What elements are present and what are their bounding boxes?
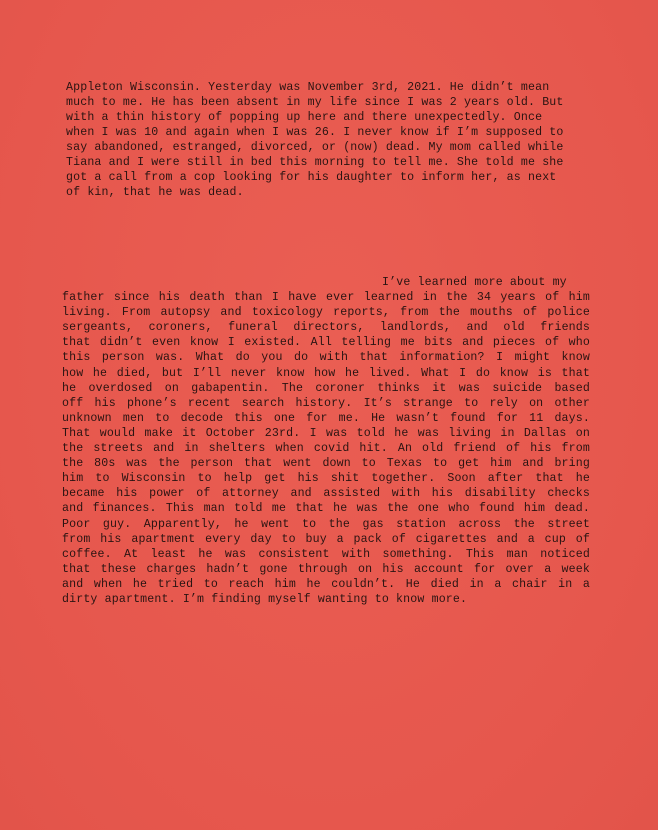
text-line: he overdosed on gabapentin. The coroner thinks it was suicide based <box>62 381 590 395</box>
text-line-last: dirty apartment. I’m finding myself wanting to know more. <box>62 592 468 606</box>
text-line: him to Wisconsin to help get his shit together. Soon after that he <box>62 472 590 486</box>
text-line: unknown men to decode this one for me. He wasn’t found for 11 days. <box>62 411 590 425</box>
text-line: Tiana and I were still in bed this morning to tell me. She told me she <box>66 156 564 169</box>
text-line: of kin, that he was dead. <box>66 186 244 199</box>
text-line: say abandoned, estranged, divorced, or (now) dead. My mom called while <box>66 141 564 154</box>
text-line: from his apartment every day to buy a pack of cigarettes and a cup of <box>62 532 590 546</box>
text-line: and finances. This man told me that he was the one who found him dead. <box>62 502 590 516</box>
text-line: how he died, but I’ll never know how he lived. What I do know is that <box>62 366 590 380</box>
text-line: got a call from a cop looking for his daughter to inform her, as next <box>66 171 557 184</box>
text-line: when I was 10 and again when I was 26. I never know if I’m supposed to <box>66 126 564 139</box>
text-line: Appleton Wisconsin. Yesterday was November 3rd, 2021. He didn’t mean <box>66 81 550 94</box>
text-line: That would make it October 23rd. I was told he was living in Dallas on <box>62 426 590 440</box>
text-line: father since his death than I have ever learned in the 34 years of him <box>62 291 590 305</box>
text-line: coffee. At least he was consistent with something. This man noticed <box>62 547 590 561</box>
text-line: sergeants, coroners, funeral directors, landlords, and old friends <box>62 321 590 335</box>
text-line: much to me. He has been absent in my life since I was 2 years old. But <box>66 96 564 109</box>
text-line: Poor guy. Apparently, he went to the gas station across the street <box>62 517 590 531</box>
text-line: and when he tried to reach him he couldn’t. He died in a chair in a <box>62 577 590 591</box>
text-line: that these charges hadn’t gone through on his account for over a week <box>62 562 590 576</box>
text-line: the streets and in shelters when covid hit. An old friend of his from <box>62 442 590 456</box>
text-line: with a thin history of popping up here and there unexpectedly. Once <box>66 111 543 124</box>
paragraph-one <box>66 80 586 200</box>
text-line: living. From autopsy and toxicology reports, from the mouths of police <box>62 306 590 320</box>
text-line: off his phone’s recent search history. It’s strange to rely on other <box>62 396 590 410</box>
text-line: this person was. What do you do with that information? I might know <box>62 351 590 365</box>
paragraph-two <box>62 275 590 607</box>
text-line: that didn’t even know I existed. All telling me bits and pieces of who <box>62 336 590 350</box>
text-line: the 80s was the person that went down to Texas to get him and bring <box>62 457 590 471</box>
text-line-indented: I’ve learned more about my <box>382 276 567 289</box>
text-line: became his power of attorney and assisted with his disability checks <box>62 487 590 501</box>
